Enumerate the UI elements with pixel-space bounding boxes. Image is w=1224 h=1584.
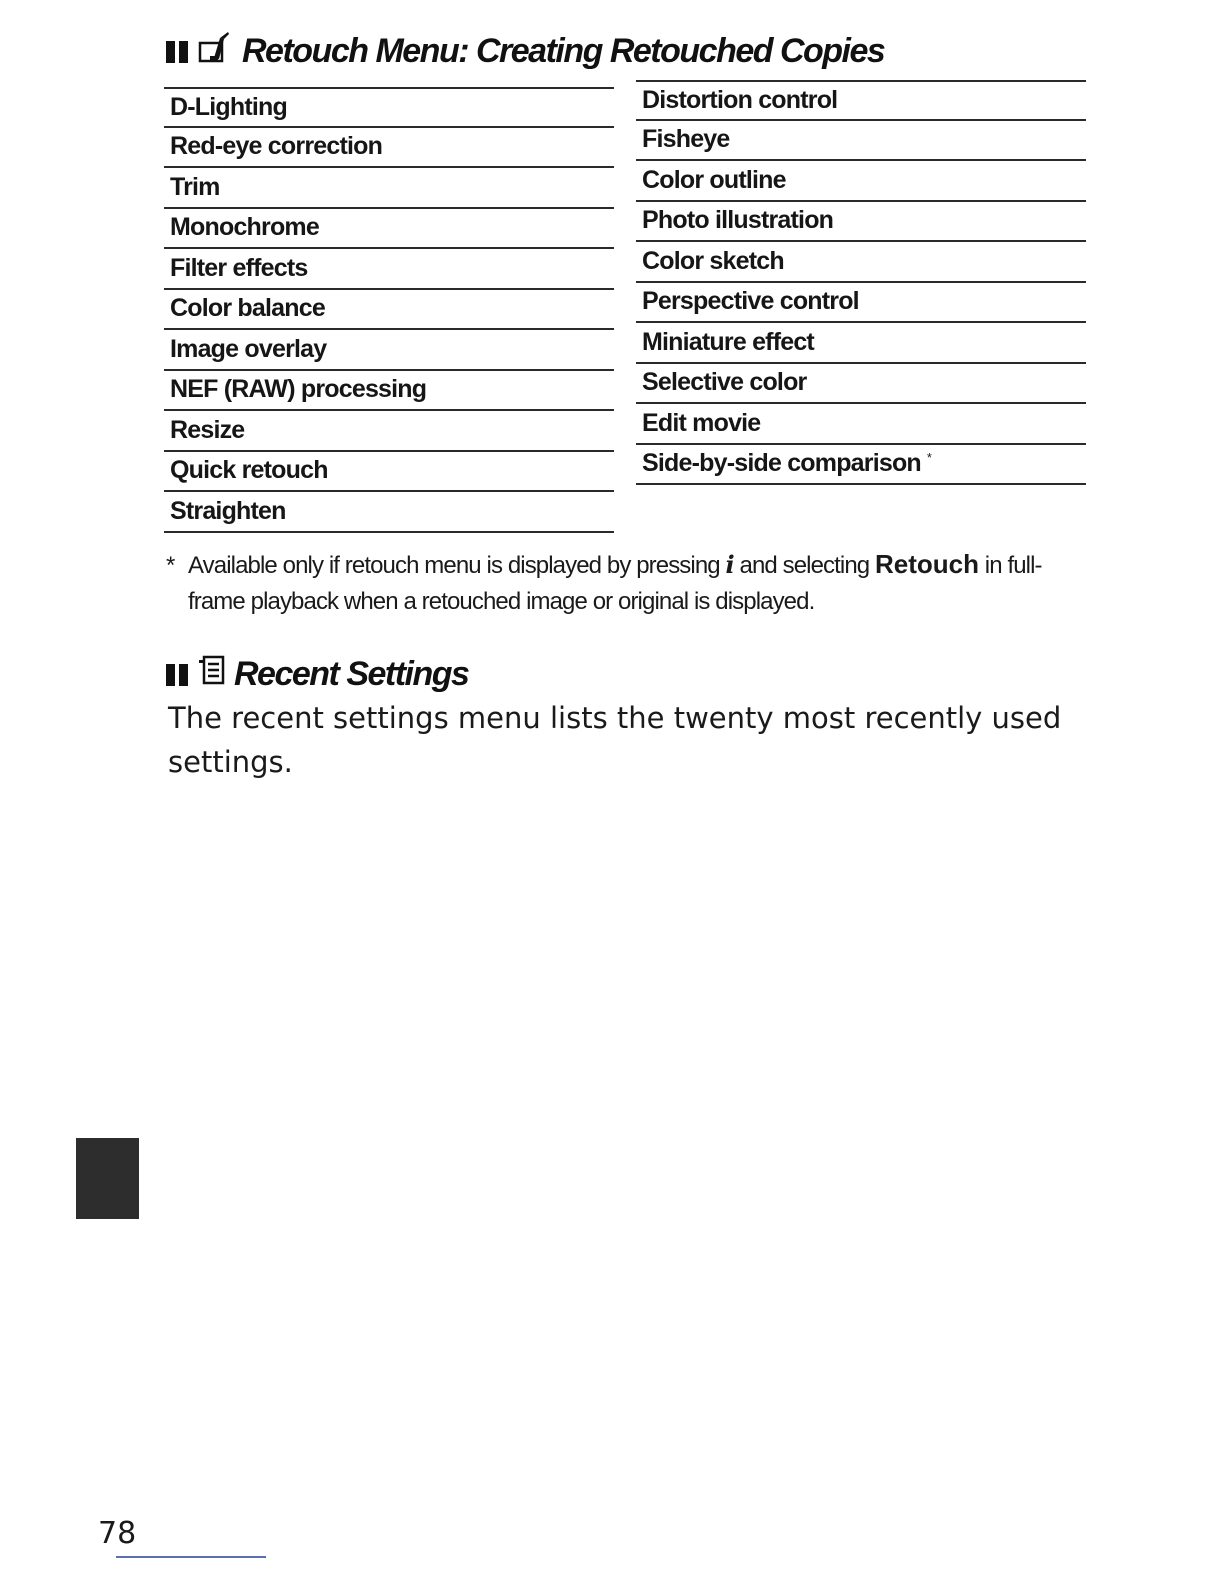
menu-item-red-eye-correction: Red-eye correction [164,128,614,169]
footnote-line-2: frame playback when a retouched image or original is displayed. [188,588,815,615]
recent-settings-title: Recent Settings [234,655,469,693]
page-number-rule [116,1556,266,1558]
info-button-icon: i [725,550,734,579]
menu-item-straighten: Straighten [164,492,614,533]
menu-item-edit-movie: Edit movie [636,404,1086,445]
recent-settings-description: The recent settings menu lists the twenty most recently used settings. [168,701,1062,779]
footnote-line-1 [166,546,1066,584]
menu-item-nef-raw-processing: NEF (RAW) processing [164,371,614,412]
menu-item-quick-retouch: Quick retouch [164,452,614,493]
footnote-text-part2: and selecting [739,552,870,579]
menu-item-miniature-effect: Miniature effect [636,323,1086,364]
recent-settings-list-icon [198,654,226,695]
footnote-marker: * [926,450,932,466]
retouch-items-left-column [164,87,614,533]
menu-item-color-balance: Color balance [164,290,614,331]
menu-item-trim: Trim [164,168,614,209]
menu-item-perspective-control: Perspective control [636,283,1086,324]
menu-item-resize: Resize [164,411,614,452]
section-marker [166,41,188,63]
recent-settings-heading [166,654,468,695]
retouch-menu-heading [166,30,884,73]
page-number: 78 [98,1516,137,1551]
menu-item-color-sketch: Color sketch [636,242,1086,283]
menu-item-d-lighting: D-Lighting [164,87,614,128]
footnote-star: * [166,552,175,579]
chapter-edge-tab [76,1138,139,1219]
section-marker [166,664,188,686]
menu-item-side-by-side-comparison [636,445,1086,486]
menu-item-label: Side-by-side comparison [642,449,921,478]
menu-item-image-overlay: Image overlay [164,330,614,371]
menu-item-distortion-control: Distortion control [636,80,1086,121]
retouch-footnote [166,546,1066,620]
menu-item-color-outline: Color outline [636,161,1086,202]
retouch-brush-icon [198,30,234,73]
footnote-retouch-word: Retouch [875,549,980,579]
menu-item-monochrome: Monochrome [164,209,614,250]
retouch-items-right-column [636,80,1086,485]
footnote-text-part1: Available only if retouch menu is displayed by pressing [188,552,720,579]
menu-item-photo-illustration: Photo illustration [636,202,1086,243]
menu-item-filter-effects: Filter effects [164,249,614,290]
menu-item-selective-color: Selective color [636,364,1086,405]
footnote-text-part3: in full- [984,552,1042,579]
retouch-menu-title: Retouch Menu: Creating Retouched Copies [242,32,885,70]
menu-item-fisheye: Fisheye [636,121,1086,162]
